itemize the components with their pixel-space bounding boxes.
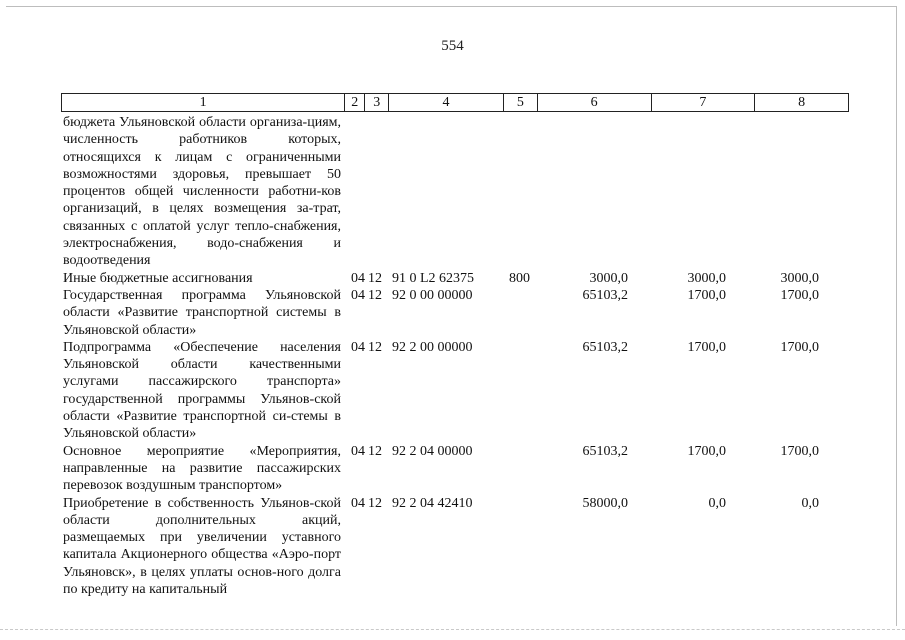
row-vr	[504, 339, 538, 443]
row-value-1	[538, 114, 652, 270]
row-value-2: 1700,0	[687, 339, 726, 355]
page-number: 554	[441, 38, 464, 54]
row-podrazdel: 12	[368, 495, 382, 511]
header-col-2: 2	[345, 94, 365, 111]
row-podrazdel: 12	[368, 339, 382, 355]
page-border-right	[896, 6, 897, 626]
table-row	[61, 495, 849, 599]
row-podrazdel: 12	[368, 443, 382, 459]
row-value-1: 3000,0	[589, 270, 628, 286]
row-value-2: 1700,0	[687, 287, 726, 303]
header-col-7: 7	[652, 94, 756, 111]
row-csr: 92 2 00 00000	[392, 339, 473, 355]
row-value-3	[756, 114, 849, 270]
table-row	[61, 339, 849, 443]
row-podrazdel: 12	[368, 270, 382, 286]
row-razdel: 04	[351, 443, 365, 459]
row-value-2: 0,0	[708, 495, 726, 511]
row-value-1: 65103,2	[582, 287, 628, 303]
row-csr: 91 0 L2 62375	[392, 270, 475, 286]
header-col-8: 8	[798, 95, 806, 110]
header-col-5: 5	[504, 94, 538, 111]
header-col-4: 4	[389, 94, 504, 111]
table-row	[61, 270, 849, 287]
table-body	[61, 114, 849, 598]
row-value-3: 3000,0	[780, 270, 819, 286]
row-description: Подпрограмма «Обеспечение населения Ульяновской области качественными услугами пассажирского транспорта» государственной программы Ульянов-ской области «Развитие транспортной си-стемы в Ульяновской области»	[63, 339, 341, 442]
header-col-3: 3	[365, 94, 389, 111]
row-value-3: 1700,0	[780, 339, 819, 355]
row-razdel: 04	[351, 339, 365, 355]
row-value-2: 3000,0	[687, 270, 726, 286]
page-border-top	[6, 6, 897, 7]
row-description: Приобретение в собственность Ульянов-ской области дополнительных акций, размещаемых при увеличении уставного капитала Акционерного общества «Аэро-порт Ульяновск», в целях уплаты основ-ного долга по кредиту на капитальный	[63, 495, 341, 598]
row-value-1: 65103,2	[582, 443, 628, 459]
row-podrazdel	[365, 114, 389, 270]
row-vr	[504, 114, 538, 270]
row-description: бюджета Ульяновской области организа-циям, численность работников которых, относящихся к лицам с ограниченными возможностями здоровья, превышает 50 процентов общей численности работни-ков организаций, в целях возмещения за-трат, связанных с оплатой услуг тепло-снабжения, электроснабжения, водо-снабжения и водоотведения	[63, 115, 341, 269]
table-row	[61, 287, 849, 339]
row-razdel: 04	[351, 270, 365, 286]
row-value-3: 0,0	[801, 495, 819, 511]
header-col-1: 1	[62, 94, 345, 111]
row-value-2: 1700,0	[687, 443, 726, 459]
row-razdel: 04	[351, 495, 365, 511]
row-csr: 92 0 00 00000	[392, 287, 473, 303]
row-value-1: 65103,2	[582, 339, 628, 355]
page-border-bottom	[0, 629, 905, 630]
table-header	[61, 93, 849, 112]
header-col-6: 6	[538, 94, 652, 111]
row-csr	[389, 114, 504, 270]
row-vr: 800	[509, 270, 530, 286]
table-row	[61, 443, 849, 495]
row-vr	[504, 287, 538, 339]
row-razdel	[345, 114, 365, 270]
row-vr	[504, 495, 538, 599]
row-value-2	[652, 114, 756, 270]
row-podrazdel: 12	[368, 287, 382, 303]
row-value-3: 1700,0	[780, 443, 819, 459]
row-description: Основное мероприятие «Мероприятия, направленные на развитие пассажирских перевозок воздушным транспортом»	[63, 443, 341, 494]
row-csr: 92 2 04 42410	[392, 495, 473, 511]
row-description: Иные бюджетные ассигнования	[63, 270, 253, 286]
row-value-1: 58000,0	[582, 495, 628, 511]
table-row	[61, 114, 849, 270]
row-description: Государственная программа Ульяновской области «Развитие транспортной системы в Ульяновской области»	[63, 287, 341, 338]
row-vr	[504, 443, 538, 495]
row-csr: 92 2 04 00000	[392, 443, 473, 459]
row-razdel: 04	[351, 287, 365, 303]
row-value-3: 1700,0	[780, 287, 819, 303]
